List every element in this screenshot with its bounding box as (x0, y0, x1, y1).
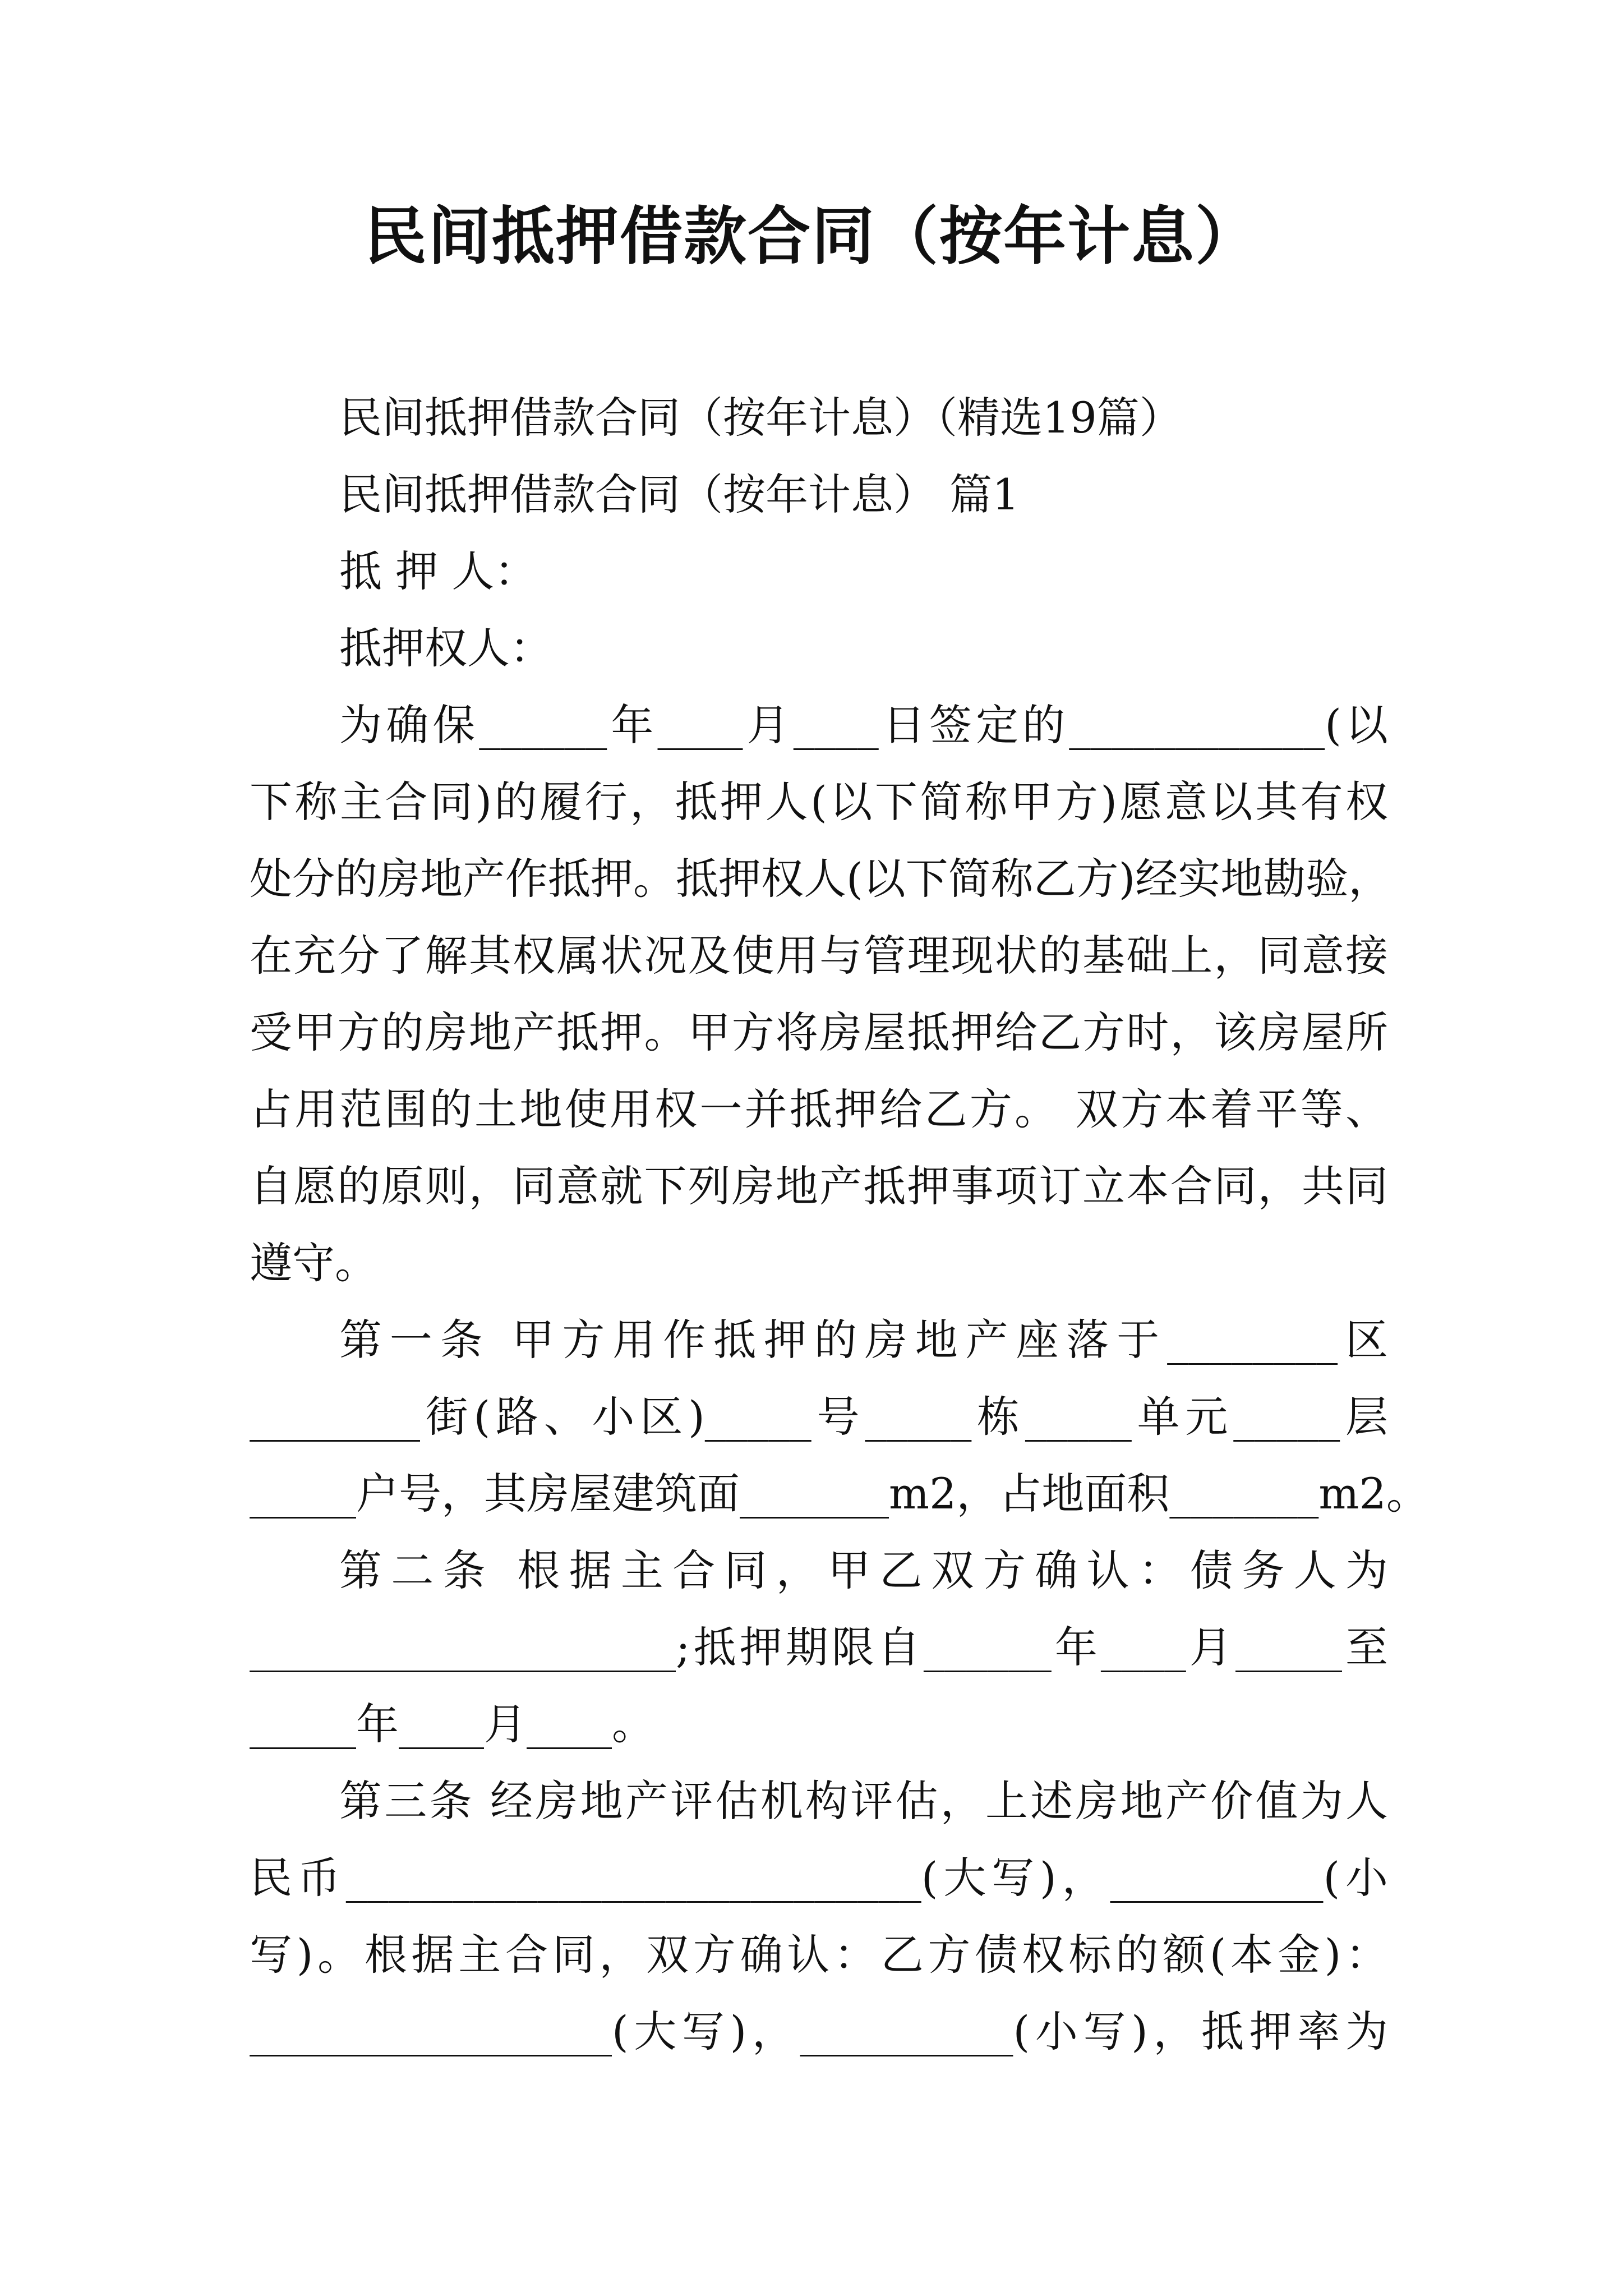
text-line: 抵 押 人： (339, 546, 537, 596)
text-line: _____户号，其房屋建筑面_______m2，占地面积_______m2。 (250, 1469, 1429, 1519)
text-line: ________街(路、小区)_____号_____栋_____单元_____层 (250, 1392, 1388, 1442)
text-line: 下称主合同)的履行，抵押人(以下简称甲方)愿意以其有权 (250, 777, 1388, 827)
document-body (250, 379, 1429, 2070)
text-line: 民间抵押借款合同（按年计息）（精选19篇） (339, 393, 1182, 443)
text-line: 第二条 根据主合同，甲乙双方确认：债务人为 (339, 1545, 1388, 1595)
text-line: 第一条 甲方用作抵押的房地产座落于________区 (339, 1315, 1388, 1365)
text-line: 自愿的原则，同意就下列房地产抵押事项订立本合同，共同 (250, 1161, 1388, 1211)
text-line: 在充分了解其权属状况及使用与管理现状的基础上，同意接 (250, 931, 1388, 981)
document-title: 民间抵押借款合同（按年计息） (364, 200, 1259, 273)
text-line: _________________(大写)，__________(小写)，抵押率为 (250, 2007, 1388, 2056)
text-line: 写)。根据主合同，双方确认：乙方债权标的额(本金)： (250, 1930, 1388, 1980)
text-line: 为确保______年____月____日签定的____________(以 (339, 700, 1388, 750)
text-line: 处分的房地产作抵押。抵押权人(以下简称乙方)经实地勘验， (250, 854, 1391, 904)
text-line: ____________________;抵押期限自______年____月_____至 (250, 1622, 1388, 1672)
text-line: _____年____月____。 (250, 1699, 654, 1749)
text-line: 抵押权人： (339, 623, 552, 673)
text-line: 民币___________________________(大写)，__________(小 (250, 1853, 1388, 1903)
text-line: 第三条 经房地产评估机构评估，上述房地产价值为人 (339, 1776, 1388, 1826)
text-line: 占用范围的土地使用权一并抵押给乙方。 双方本着平等、 (250, 1084, 1388, 1134)
text-line: 民间抵押借款合同（按年计息） 篇1 (339, 470, 1020, 519)
text-line: 遵守。 (250, 1238, 377, 1288)
text-line: 受甲方的房地产抵押。甲方将房屋抵押给乙方时，该房屋所 (250, 1007, 1388, 1057)
